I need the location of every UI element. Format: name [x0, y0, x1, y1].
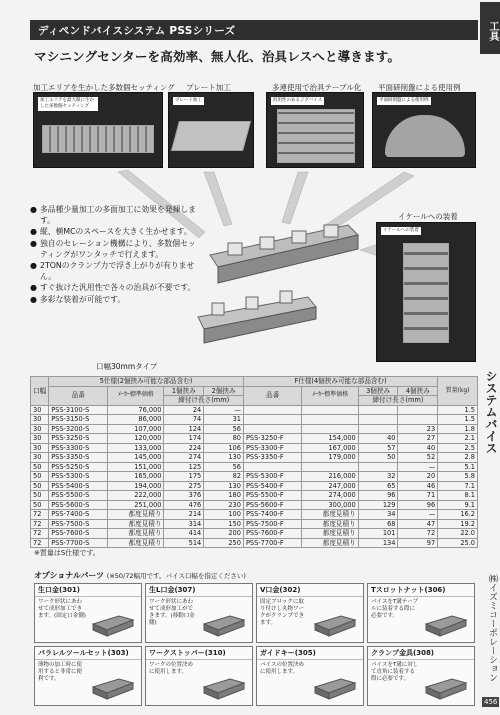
- table-cell: 130: [204, 453, 244, 463]
- table-cell: 都度見積り: [108, 538, 164, 548]
- option-part-desc: 固定ブロックに取り付けし丸物ワークがクランプできます。: [260, 599, 305, 626]
- table-cell: [243, 415, 302, 425]
- table-cell: PSS-5300-S: [49, 472, 108, 482]
- table-cell: 2.8: [438, 453, 478, 463]
- company-name: ㈱イズミコーポレーション: [487, 574, 497, 682]
- table-cell: 107,000: [108, 424, 164, 434]
- col-kuchi-header: 口幅: [31, 377, 49, 406]
- table-cell: [243, 462, 302, 472]
- vise-product-image: [188, 205, 374, 360]
- option-part-desc: ワーク形状にあわせて成形加工ができます。(移動口金側): [149, 599, 195, 626]
- table-cell: 200: [204, 529, 244, 539]
- option-part-desc: バイスをT溝テーブルに装着する際に必要です。: [371, 599, 419, 619]
- table-cell: 72: [31, 510, 49, 520]
- table-cell: 30: [31, 443, 49, 453]
- ikele-label: イケールへの装着: [398, 212, 458, 221]
- open-len-header-s: 締付け長さ(mm): [164, 396, 243, 406]
- table-cell: 都度見積り: [302, 510, 358, 520]
- table-cell: 133,000: [108, 443, 164, 453]
- option-part-card: [145, 646, 253, 706]
- feature-item: ● すぐ抜けた汎用性で各々の治具が不要です。: [30, 283, 196, 293]
- table-cell: 52: [398, 453, 438, 463]
- table-cell: PSS-3200-S: [49, 424, 108, 434]
- price-header-s: ﾒｰｶｰ標準価格: [108, 386, 164, 405]
- table-cell: PSS-3250-S: [49, 434, 108, 444]
- table-cell: 250: [204, 538, 244, 548]
- table-cell: 7.1: [438, 481, 478, 491]
- table-cell: 476: [164, 500, 204, 510]
- table-cell: 124: [164, 424, 204, 434]
- table-cell: 134: [358, 538, 398, 548]
- table-cell: 20: [398, 472, 438, 482]
- table-cell: 72: [31, 529, 49, 539]
- feature-item: ● 多品種少量加工の多面加工に効果を発揮します。: [30, 205, 196, 226]
- type-caption: 口幅30mmタイプ: [96, 362, 158, 371]
- option-part-image: [311, 604, 359, 638]
- footnote: ※質量はS仕様です。: [34, 549, 100, 557]
- table-cell: 72: [31, 519, 49, 529]
- table-cell: [243, 424, 302, 434]
- table-cell: 275: [164, 481, 204, 491]
- hinban-header-s: 品番: [49, 386, 108, 405]
- table-cell: PSS-7400-S: [49, 510, 108, 520]
- table-cell: 224: [164, 443, 204, 453]
- table-cell: PSS-7700-F: [243, 538, 302, 548]
- table-cell: 180: [204, 491, 244, 501]
- table-cell: 56: [204, 462, 244, 472]
- table-row: [31, 481, 478, 491]
- table-cell: 151,000: [108, 462, 164, 472]
- table-cell: 50: [31, 472, 49, 482]
- table-cell: 145,000: [108, 453, 164, 463]
- table-cell: 40: [398, 443, 438, 453]
- table-cell: PSS-7500-S: [49, 519, 108, 529]
- table-cell: 5.8: [438, 472, 478, 482]
- table-cell: 都度見積り: [302, 538, 358, 548]
- option-part-desc: ワークの位置決めに使用します。: [149, 662, 194, 675]
- table-cell: 300,000: [302, 500, 358, 510]
- table-cell: 1.8: [438, 424, 478, 434]
- table-cell: [302, 424, 358, 434]
- table-cell: 129: [358, 500, 398, 510]
- three-piece-header: 3個挟み: [358, 386, 398, 396]
- photo-caption-4: 平面研削盤による使用例: [379, 98, 429, 103]
- option-part-desc: バイスをT溝に対して直角に装着する際に必要です。: [371, 662, 419, 682]
- table-cell: 9.1: [438, 500, 478, 510]
- table-cell: 247,000: [302, 481, 358, 491]
- table-cell: PSS-3100-S: [49, 405, 108, 415]
- feature-list: [30, 204, 200, 305]
- option-part-title: ワークストッパー(310): [146, 647, 252, 660]
- table-cell: 1.5: [438, 415, 478, 425]
- table-cell: 167,000: [302, 443, 358, 453]
- weight-header: 質量(kg): [438, 377, 478, 406]
- table-cell: PSS-5400-F: [243, 481, 302, 491]
- table-cell: 都度見積り: [302, 529, 358, 539]
- table-row: [31, 453, 478, 463]
- table-row: [31, 424, 478, 434]
- table-cell: 214: [164, 510, 204, 520]
- photo-label-1: 加工エリアを生かした多数個セッティング: [33, 83, 175, 92]
- table-cell: 30: [31, 424, 49, 434]
- table-cell: 30: [31, 453, 49, 463]
- table-cell: PSS-5300-F: [243, 472, 302, 482]
- option-part-image: [89, 667, 137, 701]
- feature-item: ● 独自のセレーション機構により、多数個セッティングがワンタッチで行えます。: [30, 238, 196, 259]
- option-part-card: [34, 583, 142, 643]
- table-row: [31, 434, 478, 444]
- table-cell: PSS-7600-S: [49, 529, 108, 539]
- table-cell: 154,000: [302, 434, 358, 444]
- table-row: [31, 500, 478, 510]
- photo-label-2: プレート加工: [186, 83, 231, 92]
- option-part-image: [422, 604, 470, 638]
- table-cell: 376: [164, 491, 204, 501]
- option-part-image: [200, 667, 248, 701]
- ikele-caption: イケールへの装着: [383, 228, 419, 233]
- table-cell: 96: [358, 491, 398, 501]
- table-cell: PSS-3150-S: [49, 415, 108, 425]
- table-row: [31, 491, 478, 501]
- feature-item: ● 縦、横MCのスペースを大きく生かせます。: [30, 227, 192, 237]
- four-piece-header: 4個挟み: [398, 386, 438, 396]
- table-cell: 47: [398, 519, 438, 529]
- table-cell: 32: [358, 472, 398, 482]
- option-part-card: [256, 646, 364, 706]
- option-part-image: [311, 667, 359, 701]
- feature-item: ● 2TONのクランプ力で浮き上がりが有りません。: [30, 261, 195, 282]
- option-part-image: [422, 667, 470, 701]
- table-cell: PSS-5600-S: [49, 500, 108, 510]
- option-part-title: ガイドキー(305): [257, 647, 363, 660]
- table-cell: 106: [204, 443, 244, 453]
- table-cell: 30: [31, 405, 49, 415]
- table-cell: 100: [204, 510, 244, 520]
- table-cell: 34: [358, 510, 398, 520]
- table-cell: 125: [164, 462, 204, 472]
- table-cell: 56: [204, 424, 244, 434]
- table-cell: 96: [398, 500, 438, 510]
- table-cell: 31: [204, 415, 244, 425]
- table-cell: 230: [204, 500, 244, 510]
- table-row: [31, 538, 478, 548]
- table-cell: PSS-3250-F: [243, 434, 302, 444]
- table-cell: [358, 424, 398, 434]
- table-cell: 都度見積り: [108, 510, 164, 520]
- table-cell: [358, 415, 398, 425]
- table-cell: [358, 462, 398, 472]
- table-cell: 16.2: [438, 510, 478, 520]
- group-f-header: F仕様(4個挟み可能な部品含む): [243, 377, 437, 387]
- photo-label-3: 多連使用で治具テーブル化: [272, 83, 362, 92]
- table-cell: 2.1: [438, 434, 478, 444]
- table-cell: 274,000: [302, 491, 358, 501]
- table-cell: 50: [31, 481, 49, 491]
- table-cell: 130: [204, 481, 244, 491]
- table-row: [31, 443, 478, 453]
- table-cell: 19.2: [438, 519, 478, 529]
- option-part-title: クランプ金具(308): [368, 647, 474, 660]
- table-cell: [358, 405, 398, 415]
- option-part-title: 生L口金(307): [146, 584, 252, 597]
- table-cell: —: [204, 405, 244, 415]
- table-cell: 8.1: [438, 491, 478, 501]
- table-cell: 50: [31, 462, 49, 472]
- table-cell: 30: [31, 434, 49, 444]
- table-cell: 27: [398, 434, 438, 444]
- table-cell: PSS-5500-F: [243, 491, 302, 501]
- table-cell: 175: [164, 472, 204, 482]
- photo-caption-1: 加工エリアを最大限に生かした多数個セッティング: [38, 97, 98, 111]
- table-cell: 76,000: [108, 405, 164, 415]
- table-cell: 71: [398, 491, 438, 501]
- table-cell: 86,000: [108, 415, 164, 425]
- table-cell: 都度見積り: [302, 519, 358, 529]
- table-row: [31, 415, 478, 425]
- table-cell: 40: [358, 434, 398, 444]
- table-row: [31, 529, 478, 539]
- table-cell: PSS-7600-F: [243, 529, 302, 539]
- table-cell: 150: [204, 519, 244, 529]
- table-cell: 23: [398, 424, 438, 434]
- photo-ikele: [376, 222, 476, 362]
- table-row: [31, 462, 478, 472]
- table-cell: [302, 415, 358, 425]
- table-cell: 1.5: [438, 405, 478, 415]
- table-cell: 174: [164, 434, 204, 444]
- headline: マシニングセンターを高効率、無人化、治具レスへと導きます。: [34, 49, 401, 64]
- table-cell: PSS-7500-F: [243, 519, 302, 529]
- side-tab-system-vise: システムバイス: [484, 370, 498, 454]
- table-cell: PSS-5400-S: [49, 481, 108, 491]
- photo-caption-2: プレート加工: [175, 98, 202, 103]
- table-cell: 222,000: [108, 491, 164, 501]
- table-cell: PSS-3350-S: [49, 453, 108, 463]
- table-cell: 314: [164, 519, 204, 529]
- table-cell: [243, 405, 302, 415]
- table-cell: 179,000: [302, 453, 358, 463]
- table-cell: 都度見積り: [108, 529, 164, 539]
- table-cell: 274: [164, 453, 204, 463]
- options-title: オプショナルパーツ (※50/72幅用です。バイス口幅を指定ください): [34, 571, 246, 580]
- table-cell: 50: [358, 453, 398, 463]
- option-part-card: [367, 583, 475, 643]
- table-cell: 68: [358, 519, 398, 529]
- option-part-image: [200, 604, 248, 638]
- table-cell: [302, 405, 358, 415]
- table-cell: PSS-5250-S: [49, 462, 108, 472]
- table-cell: 414: [164, 529, 204, 539]
- table-cell: 251,000: [108, 500, 164, 510]
- page-number: 456: [484, 698, 498, 706]
- table-cell: 50: [31, 500, 49, 510]
- table-cell: —: [398, 510, 438, 520]
- table-row: [31, 519, 478, 529]
- open-len-header-f: 締付け長さ(mm): [358, 396, 437, 406]
- option-part-image: [89, 604, 137, 638]
- table-cell: 65: [358, 481, 398, 491]
- table-row: [31, 472, 478, 482]
- table-cell: 216,000: [302, 472, 358, 482]
- table-cell: 25.0: [438, 538, 478, 548]
- option-part-desc: ワーク形状にあわせて成形加工できます。(固定口金側): [38, 599, 86, 619]
- table-cell: —: [398, 462, 438, 472]
- table-row: [31, 405, 478, 415]
- hinban-header-f: 品番: [243, 386, 302, 405]
- table-cell: 24: [164, 405, 204, 415]
- option-part-card: [367, 646, 475, 706]
- table-cell: 22.0: [438, 529, 478, 539]
- group-s-header: 5仕様(2個挟み可能な部品含む): [49, 377, 244, 387]
- option-part-title: V口金(302): [257, 584, 363, 597]
- option-part-card: [34, 646, 142, 706]
- option-part-card: [145, 583, 253, 643]
- table-cell: 5.1: [438, 462, 478, 472]
- table-cell: 97: [398, 538, 438, 548]
- table-cell: PSS-7700-S: [49, 538, 108, 548]
- table-cell: 2.5: [438, 443, 478, 453]
- table-cell: PSS-7400-F: [243, 510, 302, 520]
- table-cell: 165,000: [108, 472, 164, 482]
- table-cell: 30: [31, 415, 49, 425]
- table-cell: 50: [31, 491, 49, 501]
- table-cell: [398, 415, 438, 425]
- table-cell: 80: [204, 434, 244, 444]
- two-piece-header: 2個挟み: [204, 386, 244, 396]
- option-part-title: Tスロットナット(306): [368, 584, 474, 597]
- option-part-title: パラレルツールセット(303): [35, 647, 141, 660]
- table-cell: [302, 462, 358, 472]
- table-cell: PSS-5600-F: [243, 500, 302, 510]
- specs-table: [30, 376, 478, 548]
- table-row: [31, 510, 478, 520]
- table-cell: PSS-5500-S: [49, 491, 108, 501]
- table-cell: 101: [358, 529, 398, 539]
- option-part-desc: 薄物の加工時に使用すると非常に便利です。: [38, 662, 83, 682]
- option-part-desc: バイスの位置決めに使用します。: [260, 662, 304, 675]
- table-cell: 72: [31, 538, 49, 548]
- series-banner: ディペンドバイスシステム PSSシリーズ: [30, 20, 478, 40]
- photo-caption-3: 汎用性のあるジグバイス: [273, 98, 323, 103]
- table-cell: 74: [164, 415, 204, 425]
- table-cell: PSS-3350-F: [243, 453, 302, 463]
- specs-table-body: [31, 405, 478, 548]
- option-part-title: 生口金(301): [35, 584, 141, 597]
- photo-label-4: 平面研削盤による使用例: [378, 83, 461, 92]
- option-part-card: [256, 583, 364, 643]
- table-cell: [398, 405, 438, 415]
- tools-tab: 工具: [480, 2, 500, 54]
- table-cell: 194,000: [108, 481, 164, 491]
- table-cell: 72: [398, 529, 438, 539]
- table-cell: 46: [398, 481, 438, 491]
- table-cell: 57: [358, 443, 398, 453]
- price-header-f: ﾒｰｶｰ標準価格: [302, 386, 358, 405]
- ikele-image: [403, 243, 449, 343]
- one-piece-header: 1個挟み: [164, 386, 204, 396]
- table-cell: 都度見積り: [108, 519, 164, 529]
- table-cell: 120,000: [108, 434, 164, 444]
- feature-item: ● 多彩な装着が可能です。: [30, 294, 126, 304]
- table-cell: PSS-3300-S: [49, 443, 108, 453]
- table-cell: 82: [204, 472, 244, 482]
- table-cell: 514: [164, 538, 204, 548]
- table-cell: PSS-3300-F: [243, 443, 302, 453]
